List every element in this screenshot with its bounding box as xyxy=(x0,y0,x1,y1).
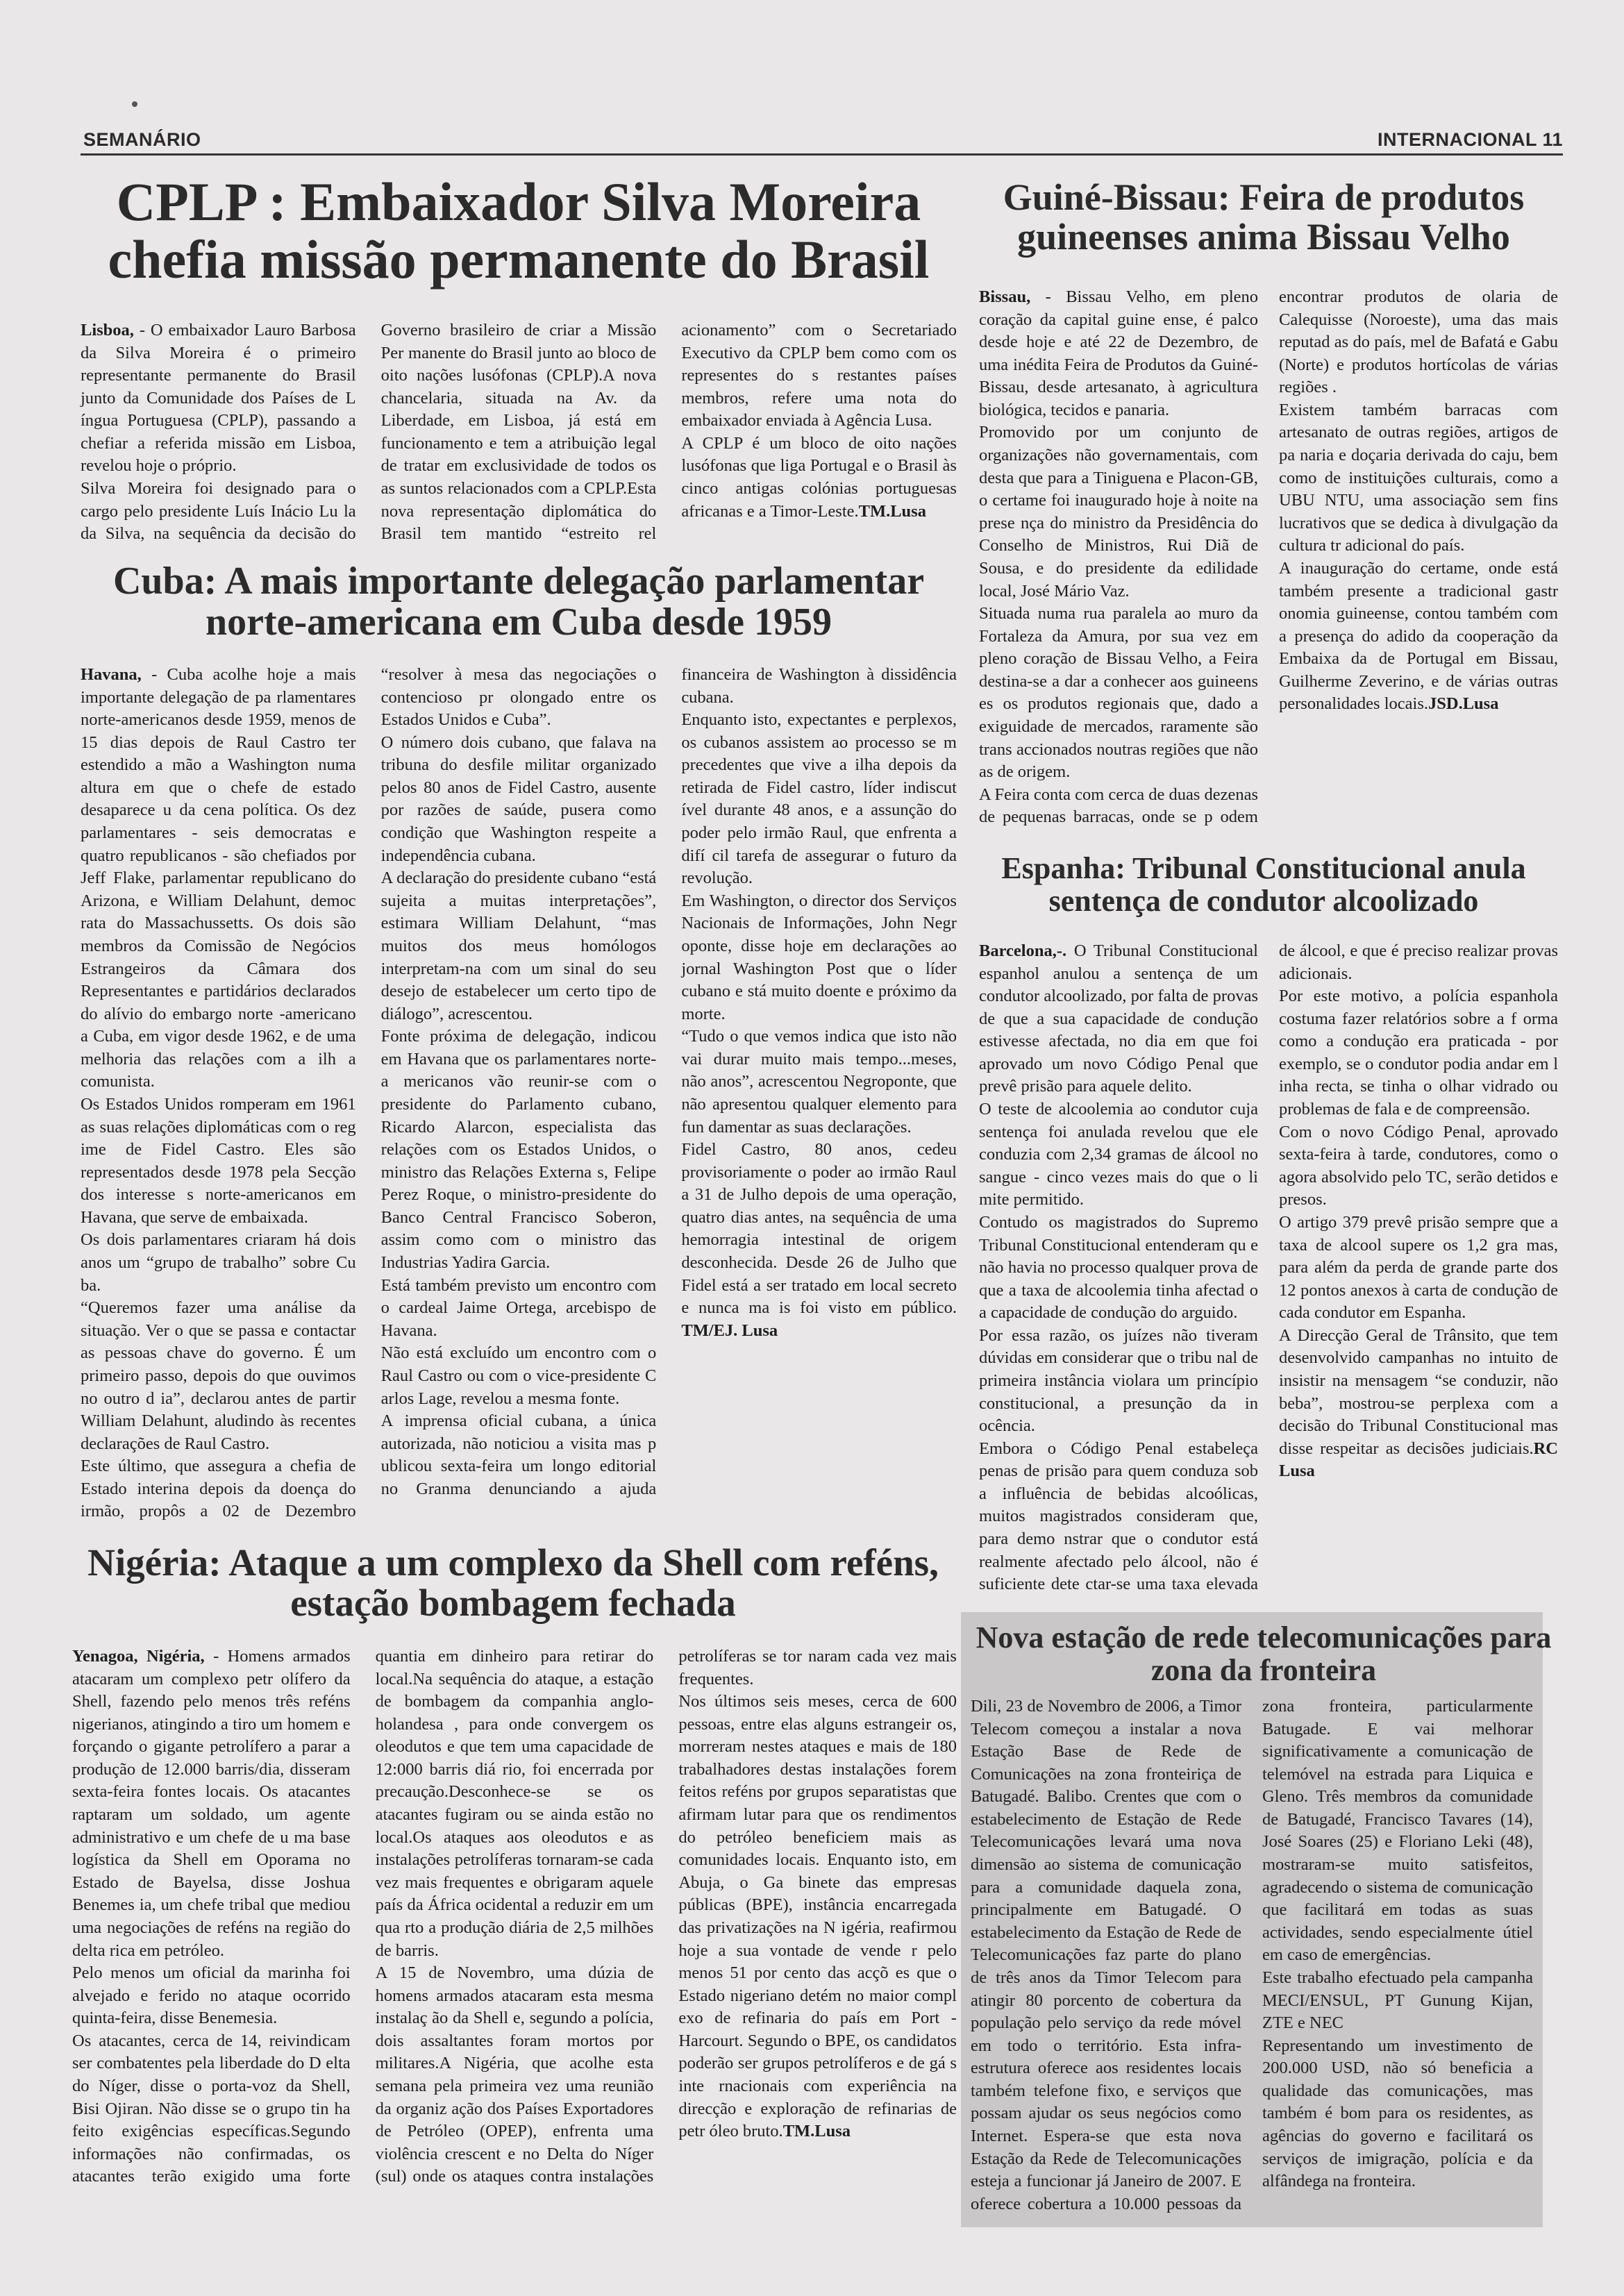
byline: JSD.Lusa xyxy=(1428,694,1499,714)
espanha-paragraph: Com o novo Código Penal, aprovado sexta-feira à tarde, condutores, como o agora absolvido pelo TC, serão detidos e presos. xyxy=(1279,1122,1558,1209)
espanha-paragraph: A Direcção Geral de Trânsito, que tem desenvolvido campanhas no intuito de insistir na mensagem “se conduzir, não beba”, mostrou-se perplexa com a decisão do Tribunal Constitucional mas disse respeitar as decisões judiciais.RC Lusa xyxy=(1279,1325,1558,1481)
cuba-paragraph: Enquanto isto, expectantes e perplexos, os cubanos assistem ao processo se m precedentes que vive a ilha depois da retirada de Fidel castro, líder indiscut ível durante 48 anos, e a assunção do poder pelo irmão Raul, que enfrenta a difí cil tarefa de assegurar o futuro da revolução. xyxy=(681,710,957,888)
nigeria-headline: Nigéria: Ataque a um complexo da Shell com reféns, estação bombagem fechada xyxy=(87,1541,939,1625)
guine-paragraph: Promovido por um conjunto de organizações não governamentais, com desta que para a Tiniguena e Placon-GB, o certame foi inaugurado hoje à noite na prese nça do ministro da Presidência do Conselho de Ministros, Rui Diã de Sousa, e do presidente da edilidade local, José Mário Vaz. xyxy=(979,423,1258,601)
cuba-paragraph: Em Washington, o director dos Serviços Nacionais de Informações, John Negr oponte, disse hoje em declarações ao jornal Washington Post que o líder cubano e stá muito doente e próximo da morte. xyxy=(681,891,957,1023)
telecom-paragraph: Representando um investimento de 200.000 USD, não só beneficia a qualidade das comunicações, mas também é bom para os residentes, as agências do governo e facilitará os serviços de imigração, polícia e da alfândega na fronteira. xyxy=(1262,2036,1533,2191)
cuba-article xyxy=(81,664,957,1540)
cuba-paragraph: Fonte próxima de delegação, indicou em Havana que os parlamentares norte-a mericanos vão reunir-se com o presidente do Parlamento cubano, Ricardo Alarcon, especialista das relações com os Estados Unidos, o ministro das Relações Externa s, Felipe Perez Roque, o ministro-presidente do Banco Central Francisco Soberon, assim como com o ministro das Industrias Yadira Garcia. xyxy=(380,1027,657,1273)
telecom-article xyxy=(971,1695,1533,2223)
espanha-paragraph: O teste de alcoolemia ao condutor cuja sentença foi anulada revelou que ele conduzia com 2,34 gramas de álcool no sangue - cinco vezes mais do que o li mite permitido. xyxy=(979,1100,1258,1209)
cplp-paragraph: A CPLP é um bloco de oito nações lusófonas que liga Portugal e o Brasil às cinco antigas colónias portuguesas africanas e a Timor-Leste.TM.Lusa xyxy=(681,433,957,521)
guine-paragraph: Situada numa rua paralela ao muro da Fortaleza da Amura, por sua vez em pleno coração de Bissau Velho, a Feira destina-se a dar a conhecer aos guineens es os produtos regionais que, dado a exiguidade de mercados, raramente são trans accionados noutras regiões que não as de origem. xyxy=(979,604,1258,782)
espanha-headline: Espanha: Tribunal Constitucional anula sentença de condutor alcoolizado xyxy=(1001,851,1526,918)
dateline: Bissau, xyxy=(979,287,1031,306)
espanha-article xyxy=(979,940,1558,1616)
cuba-paragraph: O número dois cubano, que falava na tribuna do desfile militar organizado pelos 80 anos de Fidel Castro, ausente por razões de saúde, pusera como condição que Washington respeite a independência cubana. xyxy=(380,732,657,865)
dateline: Lisboa, xyxy=(81,321,134,340)
cuba-paragraph: Não está excluído um encontro com o Raul Castro ou com o vice-presidente C arlos Lage, revelou a mesma fonte. xyxy=(380,1343,657,1408)
byline: TM.Lusa xyxy=(782,2122,851,2141)
cuba-paragraph: Fidel Castro, 80 anos, cedeu provisoriamente o poder ao irmão Raul a 31 de Julho depois de uma operação, quatro dias antes, na sequência de uma hemorragia intestinal de origem desconhecida. Desde 26 de Julho que Fidel está a ser tratado em local secreto e nunca ma is foi visto em público. TM/EJ. Lusa xyxy=(681,1140,957,1340)
dateline: Yenagoa, Nigéria, xyxy=(72,1647,205,1666)
espanha-paragraph: Por essa razão, os juízes não tiveram dúvidas em considerar que o tribu nal de primeira instância violara um princípio constitucional, a presunção da in ocência. xyxy=(979,1325,1258,1436)
guine-paragraph: A Feira conta com cerca de duas dezenas de pequenas barracas, onde se p odem encontrar produtos de olaria de Calequisse (Noroeste), uma das mais reputad as do país, mel de Bafatá e Gabu (Norte) e produtos hortícolas de várias regiões . xyxy=(979,287,1558,827)
telecom-paragraph: Este trabalho efectuado pela campanha MECI/ENSUL, PT Gunung Kijan, ZTE e NEC xyxy=(1262,1968,1533,2033)
nigeria-paragraph: A 15 de Novembro, uma dúzia de homens armados atacaram esta mesma instalaç ão da Shell e, segundo a polícia, dois assaltantes foram mortos por militares.A Nigéria, que acolhe esta semana pela primeira vez uma reunião da organiz ação dos Países Exportadores de Petróleo (OPEP), enfrenta uma violência crescent e no Delta do Níger (sul) onde os ataques contra instalações petrolíferas se tor naram cada vez mais frequentes. xyxy=(375,1647,957,2186)
cuba-paragraph: Este último, que assegura a chefia de Estado interina depois da doença do irmão, propôs a 02 de Dezembro “resolver à mesa das negociações o contencioso pr olongado entre os Estados Unidos e Cuba”. xyxy=(81,665,657,1521)
cuba-paragraph: Os Estados Unidos romperam em 1961 as suas relações diplomáticas com o reg ime de Fidel Castro. Eles são representados desde 1978 pela Secção dos interesse s norte-americanos em Havana, que serve de embaixada. xyxy=(81,1094,356,1227)
masthead-left: SEMANÁRIO xyxy=(83,129,201,150)
telecom-headline: Nova estação de rede telecomunicações para zona da fronteira xyxy=(976,1620,1552,1687)
espanha-paragraph: Barcelona,-. O Tribunal Constitucional espanhol anulou a sentença de um condutor alcoolizado, por falta de provas de que a sua capacidade de condução estivesse afectada, no dia em que foi aprovado um novo Código Penal que prevê prisão para aquele delito. xyxy=(979,941,1258,1096)
cplp-headline: CPLP : Embaixador Silva Moreira chefia missão permanente do Brasil xyxy=(108,171,930,290)
guine-article xyxy=(979,286,1558,846)
cuba-paragraph: Havana, - Cuba acolhe hoje a mais importante delegação de pa rlamentares norte-americanos desde 1959, menos de 15 dias depois de Raul Castro ter estendido a mão a Washington numa altura em que o chefe de estado desaparece u da cena política. Os dez parlamentares - seis democratas e quatro republicanos - são chefiados por Jeff Flake, parlamentar republicano do Arizona, e William Delahunt, democ rata do Massachussetts. Os dois são membros da Comissão de Negócios Estrangeiros da Câmara dos Representantes e partidários declarados do alívio do embargo norte -americano a Cuba, em vigor desde 1962, e de uma melhoria das relações com a ilh a comunista. xyxy=(81,665,356,1091)
nigeria-paragraph: Yenagoa, Nigéria, - Homens armados atacaram um complexo petr olífero da Shell, fazendo pelo menos três reféns nigerianos, atingindo a tiro um homem e forçando o gigante petrolífero a parar a produção de 12.000 barris/dia, disseram sexta-feira fontes locais. Os atacantes raptaram um soldado, um agente administrativo e um chefe de u ma base logística da Shell em Oporama no Estado de Bayelsa, disse Joshua Benemes ia, um chefe tribal que mediou uma negociações de reféns na região do delta rica em petróleo. xyxy=(72,1647,351,1960)
guine-paragraph: A inauguração do certame, onde está também presente a tradicional gastr onomia guineense, contou também com a presença do adido da cooperação da Embaixa da de Portugal em Bissau, Guilherme Zeverino, e de várias outras personalidades locais.JSD.Lusa xyxy=(1279,558,1558,714)
espanha-paragraph: Contudo os magistrados do Supremo Tribunal Constitucional entenderam qu e não havia no processo qualquer prova de que a taxa de alcoolemia tinha afectad o a capacidade de condução do arguido. xyxy=(979,1212,1258,1323)
nigeria-article xyxy=(72,1645,957,2201)
telecom-paragraph: Dili, 23 de Novembro de 2006, a Timor Telecom começou a instalar a nova Estação Base de Rede de Comunicações na zona fronteiriça de Batugadé. Balibo. Crentes que com o estabelecimento de Estação de Rede Telecomunicações levará uma nova dimensão ao sistema de comunicação para a comunidade daquela zona, principalmente em Batugadé. O estabelecimento da Estação de Rede de Telecomunicações faz parte do plano de três anos da Timor Telecom para atingir 80 porcento de cobertura da população pelo serviço da rede móvel em todo o território. Esta infra-estrutura oferece aos residentes locais também telefone fixo, e serviços que possam ajudar os seus negócios como Internet. Espera-se que esta nova Estação da Rede de Telecomunicações esteja a funcionar já Janeiro de 2007. E oferece cobertura a 10.000 pessoas da zona fronteira, particularmente Batugade. E vai melhorar significativamente a comunicação de telemóvel na estrada para Liquica e Gleno. Três membros da comunidade de Batugadé, Francisco Tavares (14), José Soares (25) e Floriano Leki (48), mostraram-se muito satisfeitos, agradecendo o sistema de comunicação que facilitará em todas as suas actividades, sendo especialmente útiel em caso de emergências. xyxy=(971,1697,1533,2213)
cuba-paragraph: A imprensa oficial cubana, a única autorizada, não noticiou a visita mas p ublicou sexta-feira um longo editorial no Granma denunciando a ajuda financeira de Washington à dissidência cubana. xyxy=(380,665,957,1498)
nigeria-paragraph: Os atacantes, cerca de 14, reivindicam ser combatentes pela liberdade do D elta do Níger, disse o porta-voz da Shell, Bisi Ojiran. Não disse se o grupo tin ha feito exigências específicas.Segundo informações não confirmadas, os atacantes terão exigido uma forte quantia em dinheiro para retirar do local.Na sequência do ataque, a estação de bombagem da companhia anglo-holandesa , para onde convergem os oleodutos e que tem uma capacidade de 12:000 barris diá rio, foi encerrada por precaução.Desconhece-se se os atacantes fugiram ou se ainda estão no local.Os ataques aos oleodutos e as instalações petrolíferas tornaram-se cada vez mais frequentes e obrigaram aquele país da África ocidental a reduzir em um qua rto a produção diária de 2,5 milhões de barris. xyxy=(72,1647,654,2186)
cuba-paragraph: A declaração do presidente cubano “está sujeita a muitas interpretações”, estimara William Delahunt, “mas muitos dos meus homólogos interpretam-na com um sinal do seu desejo de estabelecer um certo tipo de diálogo”, acrescentou. xyxy=(380,869,657,1023)
cplp-paragraph: Lisboa, - O embaixador Lauro Barbosa da Silva Moreira é o primeiro representante permanente do Brasil junto da Comunidade dos Países de L íngua Portuguesa (CPLP), passando a chefiar a referida missão em Lisboa, revelou hoje o próprio. xyxy=(81,321,356,476)
dateline: Barcelona,-. xyxy=(979,941,1067,960)
espanha-paragraph: O artigo 379 prevê prisão sempre que a taxa de alcool supere os 1,2 gra mas, para além da perda de grande parte dos 12 pontos anexos à carta de condução de cada condutor em Espanha. xyxy=(1279,1212,1558,1323)
guine-headline: Guiné-Bissau: Feira de produtos guineenses anima Bissau Velho xyxy=(1003,176,1525,258)
cuba-paragraph: “Tudo o que vemos indica que isto não vai durar muito mais tempo...meses, não anos”, acrescentou Negroponte, que não apresentou qualquer elemento para fun damentar as suas declarações. xyxy=(681,1027,957,1137)
espanha-paragraph: Por este motivo, a polícia espanhola costuma fazer relatórios sobre a f orma como a condução era praticada - por exemplo, se o condutor podia andar em l inha recta, se tinha o olhar vidrado ou problemas de fala e de compreensão. xyxy=(1279,987,1558,1119)
dateline: Havana, xyxy=(81,665,142,684)
byline: TM/EJ. Lusa xyxy=(681,1321,778,1340)
cuba-paragraph: “Queremos fazer uma análise da situação. Ver o que se passa e contactar as pessoas chave do governo. É um primeiro passo, depois do que ouvimos no outro d ia”, declarou antes de partir William Delahunt, aludindo às recentes declarações de Raul Castro. xyxy=(81,1298,356,1453)
cuba-paragraph: Os dois parlamentares criaram há dois anos um “grupo de trabalho” sobre Cu ba. xyxy=(81,1230,356,1295)
print-speck xyxy=(132,101,137,107)
cplp-paragraph: Silva Moreira foi designado para o cargo pelo presidente Luís Inácio Lu la da Silva, na sequência da decisão do Governo brasileiro de criar a Missão Per manente do Brasil junto ao bloco de oito nações lusófonas (CPLP).A nova chancelaria, situada na Av. da Liberdade, em Lisboa, já está em funcionamento e tem a atribuição legal de tratar em exclusividade de todos os as suntos relacionados com a CPLP.Esta nova representação diplomática do Brasil tem mantido “estreito rel acionamento” com o Secretariado Executivo da CPLP bem como com os representes do s restantes países membros, refere uma nota do embaixador enviada à Agência Lusa. xyxy=(81,321,957,544)
espanha-paragraph: Embora o Código Penal estabeleça penas de prisão para quem conduza sob a influência de bebidas alcoólicas, muitos magistrados consideram que, para demo nstrar que o condutor está realmente afectado pelo álcool, não é suficiente dete ctar-se uma taxa elevada de álcool, e que é preciso realizar provas adicionais. xyxy=(979,941,1558,1594)
guine-paragraph: Existem também barracas com artesanato de outras regiões, artigos de pa naria e doçaria derivada do caju, bem como de instituições culturais, como a UBU NTU, uma associação sem fins lucrativos que se dedica à divulgação da cultura tr adicional do país. xyxy=(1279,400,1558,555)
nigeria-paragraph: Nos últimos seis meses, cerca de 600 pessoas, entre elas alguns estrangeir os, morreram nestes ataques e mais de 180 trabalhadores destas instalações forem feitos reféns por grupos separatistas que afirmam lutar para que os rendimentos do petróleo beneficiem mais as comunidades locais. Enquanto isto, em Abuja, o Ga binete das empresas públicas (BPE), instância encarregada das privatizações na N igéria, reafirmou hoje a sua vontade de vende r pelo menos 51 por cento das acçõ es que o Estado nigeriano detém no maior compl exo de refinaria do país em Port -Harcourt. Segundo o BPE, os candidatos poderão ser grupos petrolíferos e de gá s inte rnacionais com experiência na direcção e exploração de refinarias de petr óleo bruto.TM.Lusa xyxy=(678,1692,957,2141)
byline: RC Lusa xyxy=(1279,1439,1558,1481)
masthead-right: INTERNACIONAL 11 xyxy=(1377,129,1563,150)
cuba-headline: Cuba: A mais importante delegação parlamentar norte-americana em Cuba desde 1959 xyxy=(112,560,925,644)
nigeria-paragraph: Pelo menos um oficial da marinha foi alvejado e ferido no ataque ocorrido quinta-feira, disse Benemesia. xyxy=(72,1963,351,2028)
byline: TM.Lusa xyxy=(858,501,926,521)
cuba-paragraph: Está também previsto um encontro com o cardeal Jaime Ortega, arcebispo de Havana. xyxy=(380,1275,657,1340)
guine-paragraph: Bissau, - Bissau Velho, em pleno coração da capital guine ense, é palco desde hoje e até 22 de Dezembro, de uma inédita Feira de Produtos da Guiné-Bissau, desde artesanato, à agricultura biológica, tecidos e panaria. xyxy=(979,287,1258,419)
cplp-article xyxy=(81,319,957,554)
header-rule xyxy=(81,153,1563,156)
